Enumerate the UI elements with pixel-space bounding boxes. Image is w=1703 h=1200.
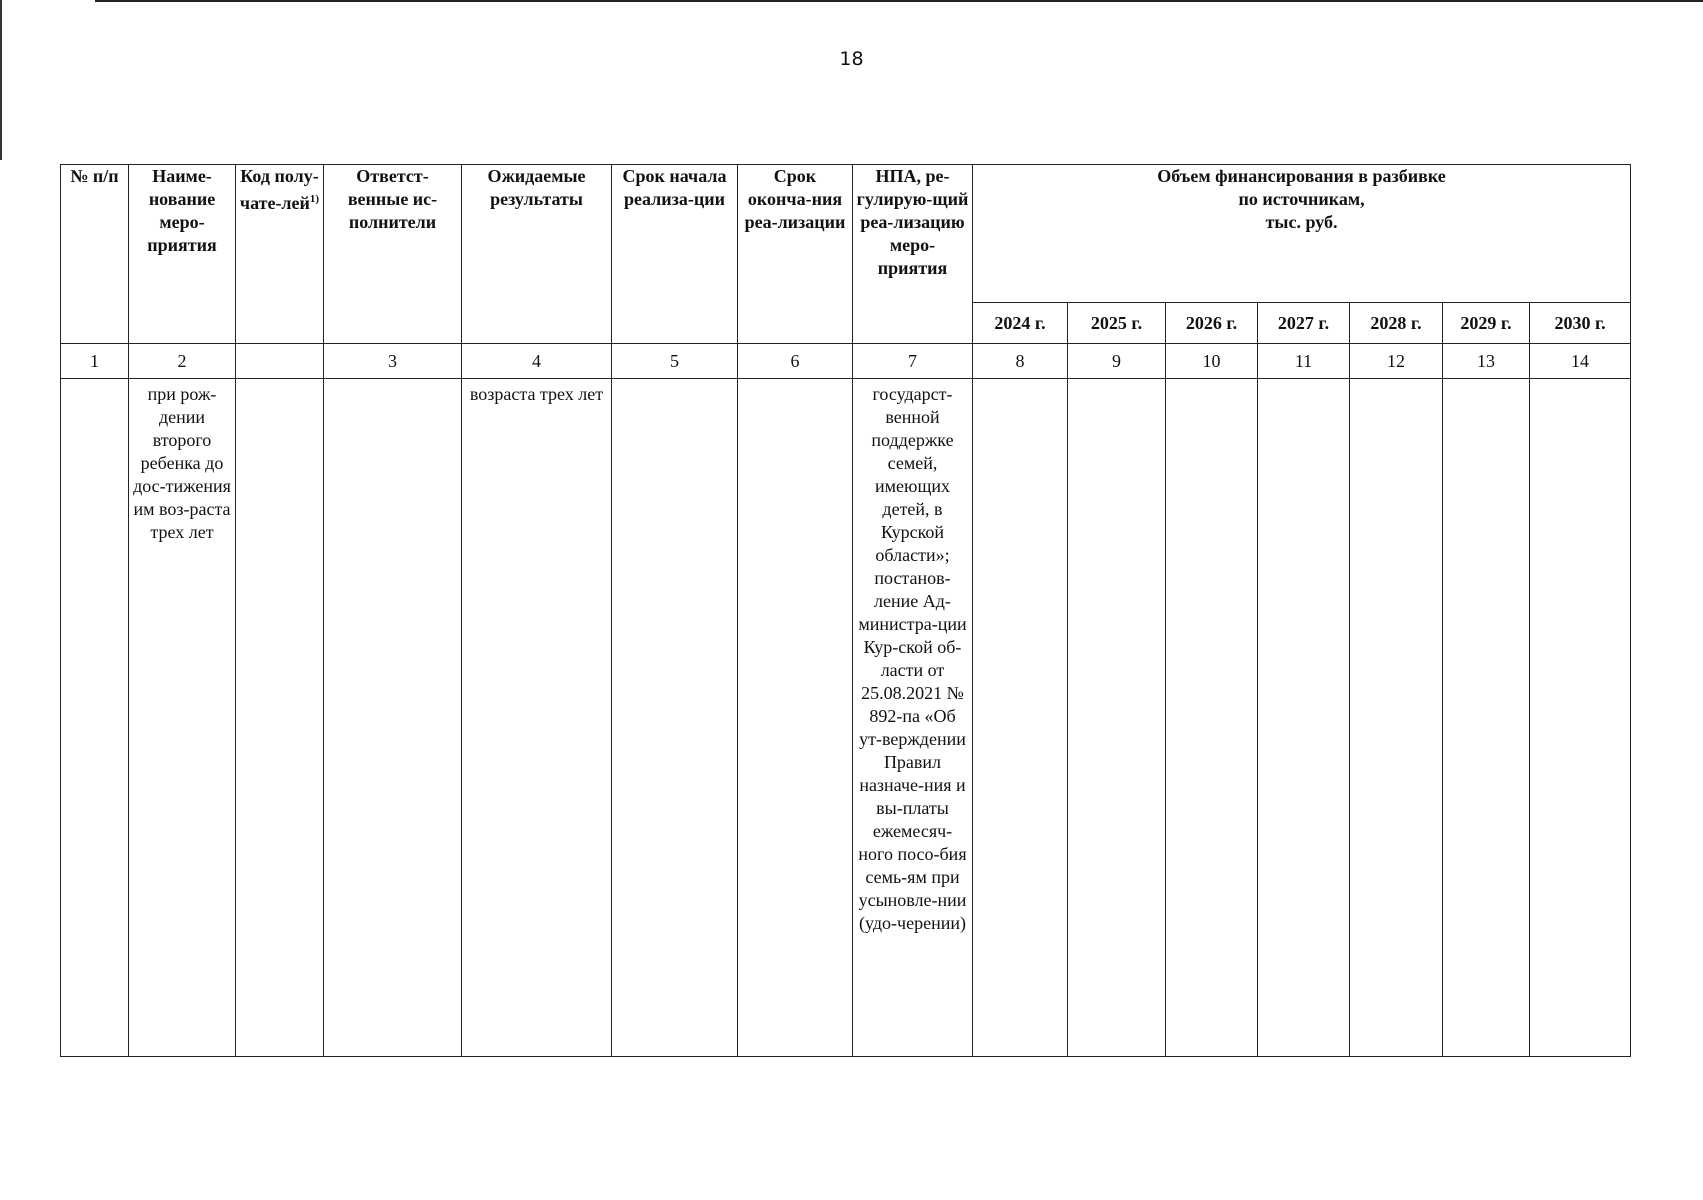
col-header-results: Ожидаемые результаты — [462, 165, 612, 344]
year-header: 2025 г. — [1068, 303, 1166, 344]
cell-npa: государст-венной поддержке семей, имеющих детей, в Курской области»; постанов-ление Ад-министра-ции Кур-ской об-ласти от 25.08.2021 № 892-па «Об ут-верждении Правил назначе-ния и вы-платы ежемесяч-ного посо-бия семь-ям при усыновле-нии (удо-черении) — [853, 379, 973, 1057]
column-number: 11 — [1258, 344, 1350, 379]
year-header: 2026 г. — [1166, 303, 1258, 344]
col-header-code-footnote: 1) — [309, 193, 320, 205]
scan-edge-left — [0, 0, 2, 160]
scan-edge-top — [95, 0, 1703, 2]
col-header-funding — [973, 165, 1631, 303]
column-number: 3 — [324, 344, 462, 379]
column-number: 2 — [129, 344, 236, 379]
column-number — [236, 344, 324, 379]
year-header: 2027 г. — [1258, 303, 1350, 344]
cell-year — [1530, 379, 1631, 1057]
column-number: 4 — [462, 344, 612, 379]
col-header-code-text: Код полу-чате-лей — [239, 166, 319, 213]
column-number: 14 — [1530, 344, 1631, 379]
cell-year — [973, 379, 1068, 1057]
col-header-name: Наиме-нование меро-приятия — [129, 165, 236, 344]
cell-results: возраста трех лет — [462, 379, 612, 1057]
cell-code — [236, 379, 324, 1057]
col-header-start: Срок начала реализа-ции — [612, 165, 738, 344]
header-row — [61, 165, 1631, 303]
table-row — [61, 379, 1631, 1057]
cell-name: при рож-дении второго ребенка до дос-тижения им воз-раста трех лет — [129, 379, 236, 1057]
cell-year — [1350, 379, 1443, 1057]
cell-num — [61, 379, 129, 1057]
col-header-npa: НПА, ре-гулирую-щий реа-лизацию меро-приятия — [853, 165, 973, 344]
column-number: 10 — [1166, 344, 1258, 379]
column-number: 13 — [1443, 344, 1530, 379]
col-header-end: Срок оконча-ния реа-лизации — [738, 165, 853, 344]
action-plan-table — [60, 164, 1631, 1057]
year-header: 2029 г. — [1443, 303, 1530, 344]
funding-title-line-2: по источникам, — [1238, 189, 1365, 209]
cell-responsible — [324, 379, 462, 1057]
page-number: 18 — [839, 48, 864, 70]
column-number-row — [61, 344, 1631, 379]
column-number: 1 — [61, 344, 129, 379]
year-header: 2030 г. — [1530, 303, 1631, 344]
cell-end — [738, 379, 853, 1057]
cell-year — [1443, 379, 1530, 1057]
cell-start — [612, 379, 738, 1057]
funding-title-line-1: Объем финансирования в разбивке — [1157, 166, 1446, 186]
col-header-code — [236, 165, 324, 344]
year-header: 2028 г. — [1350, 303, 1443, 344]
column-number: 12 — [1350, 344, 1443, 379]
cell-year — [1068, 379, 1166, 1057]
year-header: 2024 г. — [973, 303, 1068, 344]
column-number: 7 — [853, 344, 973, 379]
column-number: 5 — [612, 344, 738, 379]
col-header-responsible: Ответст-венные ис-полнители — [324, 165, 462, 344]
col-header-num: № п/п — [61, 165, 129, 344]
cell-year — [1166, 379, 1258, 1057]
cell-year — [1258, 379, 1350, 1057]
column-number: 8 — [973, 344, 1068, 379]
funding-title-line-3: тыс. руб. — [1265, 212, 1338, 232]
column-number: 6 — [738, 344, 853, 379]
column-number: 9 — [1068, 344, 1166, 379]
